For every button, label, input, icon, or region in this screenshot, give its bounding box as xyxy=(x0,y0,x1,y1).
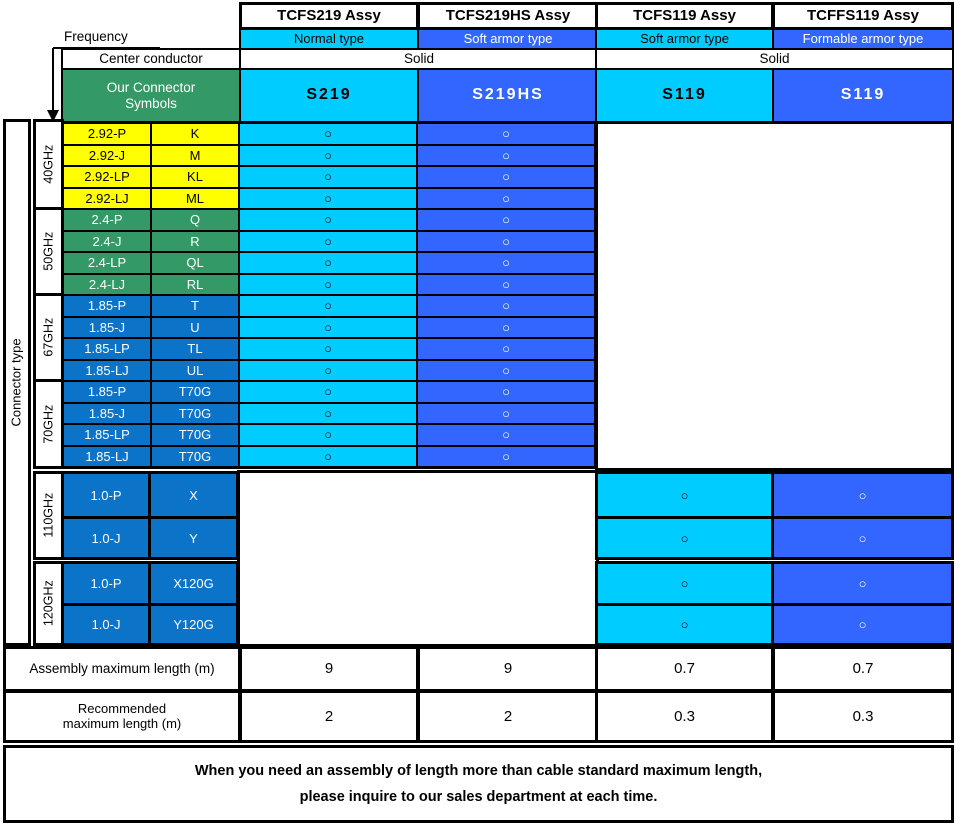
connector-name: 2.92-J xyxy=(63,145,151,167)
connector-symbol: RL xyxy=(151,274,239,296)
assembly-max-length-value: 0.7 xyxy=(772,646,954,692)
availability-mark-s219: ○ xyxy=(239,166,417,188)
armor-type-soft-2: Soft armor type xyxy=(595,28,774,50)
availability-mark-s219: ○ xyxy=(239,338,417,360)
availability-mark-s219: ○ xyxy=(239,295,417,317)
connector-name: 2.4-J xyxy=(63,231,151,253)
connector-symbol: T70G xyxy=(151,381,239,403)
connector-symbol: ML xyxy=(151,188,239,210)
availability-mark-s219: ○ xyxy=(239,209,417,231)
freq-group-110ghz: 110GHz xyxy=(33,471,64,560)
availability-mark-s119: ○ xyxy=(595,603,774,646)
availability-mark-s219hs: ○ xyxy=(417,295,595,317)
footer-note-line1: When you need an assembly of length more than cable standard maximum length, xyxy=(194,762,763,779)
availability-mark-s119: ○ xyxy=(595,516,774,560)
spacer xyxy=(239,561,595,606)
spacer xyxy=(239,516,595,560)
availability-mark-s219: ○ xyxy=(239,360,417,382)
connector-name: 1.85-LJ xyxy=(63,360,151,382)
connector-symbol: X120G xyxy=(148,561,239,606)
connector-name: 2.92-LJ xyxy=(63,188,151,210)
connector-row-120ghz-j xyxy=(61,603,954,646)
availability-mark-s219: ○ xyxy=(239,274,417,296)
connector-symbol: UL xyxy=(151,360,239,382)
assembly-max-length-value: 0.7 xyxy=(595,646,774,692)
recommended-max-length-value: 2 xyxy=(417,690,599,743)
availability-mark-s119: ○ xyxy=(595,471,774,519)
availability-mark-s219: ○ xyxy=(239,123,417,145)
spacer xyxy=(239,471,595,519)
recommended-max-length-label: Recommended maximum length (m) xyxy=(3,690,241,743)
availability-mark-s219hs: ○ xyxy=(417,360,595,382)
availability-mark-s219hs: ○ xyxy=(417,317,595,339)
connector-name: 1.85-J xyxy=(63,403,151,425)
col-header-tcfs219: TCFS219 Assy xyxy=(239,2,419,30)
connector-symbol: R xyxy=(151,231,239,253)
availability-mark-s219hs: ○ xyxy=(417,231,595,253)
availability-mark-s219hs: ○ xyxy=(417,274,595,296)
connector-symbol: T70G xyxy=(151,424,239,446)
availability-mark-s219: ○ xyxy=(239,381,417,403)
connector-name: 1.0-J xyxy=(61,603,151,646)
recommended-max-length-value: 0.3 xyxy=(772,690,954,743)
connector-name: 2.4-LP xyxy=(63,252,151,274)
availability-mark-s219hs: ○ xyxy=(417,123,595,145)
connector-name: 2.4-P xyxy=(63,209,151,231)
freq-group-67ghz: 67GHz xyxy=(33,293,64,382)
availability-mark-s119-formable: ○ xyxy=(771,561,954,606)
connector-row-110ghz-p xyxy=(61,471,954,519)
availability-mark-s119-formable: ○ xyxy=(771,516,954,560)
availability-mark-s219hs: ○ xyxy=(417,424,595,446)
connector-symbol: K xyxy=(151,123,239,145)
col-header-tcfs119: TCFS119 Assy xyxy=(595,2,774,30)
connector-symbol: T70G xyxy=(151,446,239,468)
connector-name: 2.92-P xyxy=(63,123,151,145)
connector-name: 1.0-J xyxy=(61,516,151,560)
availability-mark-s219: ○ xyxy=(239,231,417,253)
center-conductor-label: Center conductor xyxy=(61,48,241,70)
availability-mark-s219hs: ○ xyxy=(417,338,595,360)
symbol-s219: S219 xyxy=(239,68,419,123)
connector-name: 1.85-P xyxy=(63,295,151,317)
connector-symbol: X xyxy=(148,471,239,519)
connector-name: 1.85-J xyxy=(63,317,151,339)
assembly-max-length-label: Assembly maximum length (m) xyxy=(3,646,241,692)
connector-name: 1.85-P xyxy=(63,381,151,403)
connector-symbol: Y xyxy=(148,516,239,560)
availability-mark-s219: ○ xyxy=(239,446,417,468)
connector-name: 1.0-P xyxy=(61,561,151,606)
connector-name: 2.4-LJ xyxy=(63,274,151,296)
col-header-tcfs219hs: TCFS219HS Assy xyxy=(417,2,599,30)
recommended-max-length-value: 0.3 xyxy=(595,690,774,743)
assembly-max-length-value: 9 xyxy=(239,646,419,692)
recommended-max-length-value: 2 xyxy=(239,690,419,743)
frequency-label: Frequency xyxy=(64,29,128,44)
connector-row-110ghz-j xyxy=(61,516,954,560)
connector-name: 1.0-P xyxy=(61,471,151,519)
connector-symbols-label: Our Connector Symbols xyxy=(61,68,241,123)
availability-mark-s219hs: ○ xyxy=(417,446,595,468)
center-conductor-solid-right: Solid xyxy=(595,48,954,70)
availability-mark-s119: ○ xyxy=(595,561,774,606)
connector-name: 2.92-LP xyxy=(63,166,151,188)
symbol-s119-formable: S119 xyxy=(772,68,954,123)
symbol-s219hs: S219HS xyxy=(417,68,599,123)
assembly-max-length-value: 9 xyxy=(417,646,599,692)
footer-note xyxy=(3,745,954,823)
connector-symbol: Y120G xyxy=(148,603,239,646)
connector-symbol: U xyxy=(151,317,239,339)
connector-symbol: KL xyxy=(151,166,239,188)
availability-mark-s219hs: ○ xyxy=(417,209,595,231)
availability-mark-s219hs: ○ xyxy=(417,252,595,274)
connector-name: 1.85-LJ xyxy=(63,446,151,468)
connector-name: 1.85-LP xyxy=(63,338,151,360)
availability-mark-s219: ○ xyxy=(239,252,417,274)
freq-group-70ghz: 70GHz xyxy=(33,379,64,469)
availability-mark-s219: ○ xyxy=(239,403,417,425)
connector-symbol: T70G xyxy=(151,403,239,425)
connector-row-120ghz-p xyxy=(61,561,954,606)
connector-table-body xyxy=(61,121,597,469)
availability-mark-s219: ○ xyxy=(239,317,417,339)
availability-mark-s219hs: ○ xyxy=(417,403,595,425)
symbol-s119-soft: S119 xyxy=(595,68,774,123)
armor-type-normal: Normal type xyxy=(239,28,419,50)
connector-type-label: Connector type xyxy=(3,119,31,646)
connector-symbol: Q xyxy=(151,209,239,231)
availability-mark-s219hs: ○ xyxy=(417,145,595,167)
availability-mark-s219hs: ○ xyxy=(417,188,595,210)
connector-symbol: T xyxy=(151,295,239,317)
connector-name: 1.85-LP xyxy=(63,424,151,446)
footer-note-line2: please inquire to our sales department at each time. xyxy=(299,789,658,805)
freq-group-50ghz: 50GHz xyxy=(33,207,64,296)
freq-group-120ghz: 120GHz xyxy=(33,561,64,646)
center-conductor-solid-left: Solid xyxy=(239,48,599,70)
availability-mark-s119-formable: ○ xyxy=(771,603,954,646)
spacer xyxy=(239,603,595,646)
col-header-tcffs119: TCFFS119 Assy xyxy=(772,2,954,30)
empty-region-s119-upper xyxy=(595,121,954,471)
availability-mark-s219hs: ○ xyxy=(417,381,595,403)
availability-mark-s119-formable: ○ xyxy=(771,471,954,519)
availability-mark-s219: ○ xyxy=(239,424,417,446)
freq-group-40ghz: 40GHz xyxy=(33,119,64,210)
availability-mark-s219hs: ○ xyxy=(417,166,595,188)
availability-mark-s219: ○ xyxy=(239,188,417,210)
connector-symbol: M xyxy=(151,145,239,167)
armor-type-formable: Formable armor type xyxy=(772,28,954,50)
connector-symbol: QL xyxy=(151,252,239,274)
armor-type-soft-1: Soft armor type xyxy=(417,28,599,50)
availability-mark-s219: ○ xyxy=(239,145,417,167)
connector-symbol: TL xyxy=(151,338,239,360)
